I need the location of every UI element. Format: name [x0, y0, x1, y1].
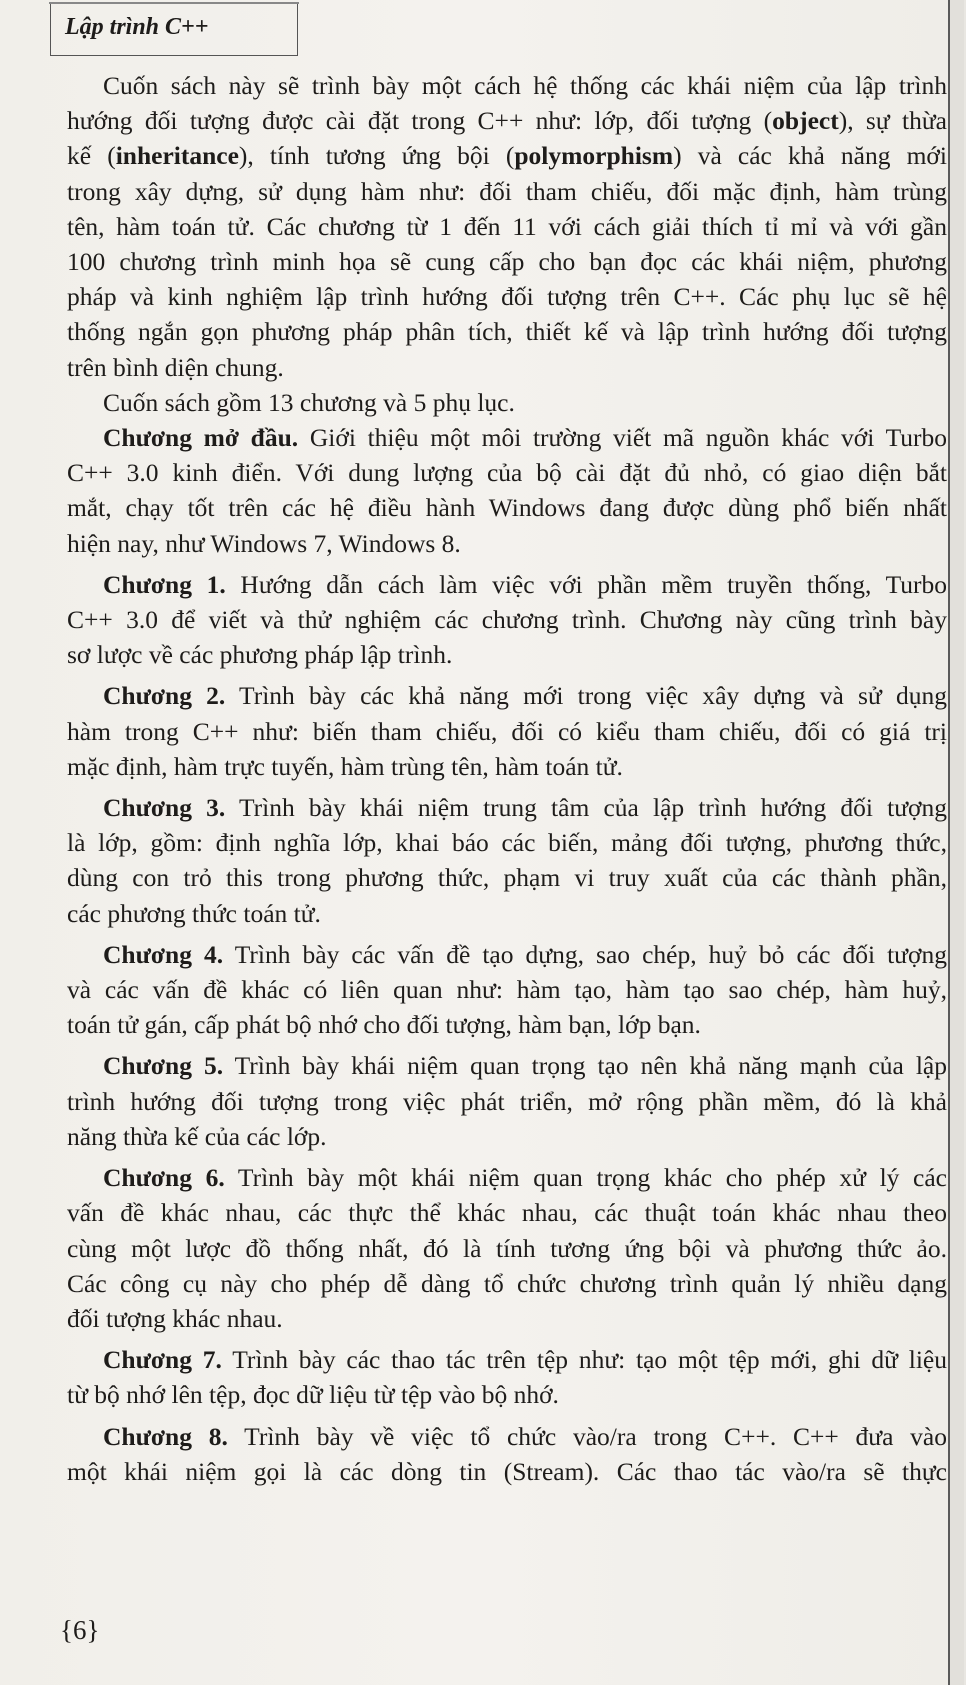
text-line: Cuốn sách gồm 13 chương và 5 phụ lục. — [103, 387, 515, 417]
chapter-paragraph-8 — [67, 1419, 947, 1489]
text-line — [67, 1419, 947, 1454]
text-line: hàm trong C++ như: biến tham chiếu, đối có kiểu tham chiếu, đối có giá trị — [67, 716, 947, 746]
chapter-heading: Chương 6. — [103, 1163, 225, 1193]
text-run: Trình bày các thao tác trên tệp như: tạo một tệp mới, ghi dữ liệu — [221, 1345, 948, 1375]
text-line — [67, 1342, 947, 1377]
text-line: pháp và kinh nghiệm lập trình hướng đối tượng trên C++. Các phụ lục sẽ hệ — [67, 282, 947, 312]
text-line: mắt, chạy tốt trên các hệ điều hành Windows đang được dùng phổ biến nhất — [67, 493, 947, 523]
chapter-paragraph-intro — [67, 420, 947, 561]
text-line: mặc định, hàm trực tuyến, hàm trùng tên, hàm toán tử. — [67, 751, 623, 781]
text-line — [67, 678, 947, 713]
text-run: ), sự thừa — [838, 106, 947, 136]
summary-paragraph — [67, 385, 947, 420]
running-header — [50, 2, 298, 56]
text-line — [67, 1160, 947, 1195]
chapter-heading: Chương 3. — [103, 793, 226, 823]
chapter-heading: Chương 1. — [103, 569, 226, 599]
text-line: trên bình diện chung. — [67, 352, 284, 382]
text-run: hướng đối tượng được cài đặt trong C++ như: lớp, đối tượng ( — [67, 106, 773, 136]
text-line: sơ lược về các phương pháp lập trình. — [67, 640, 453, 670]
text-run: Trình bày các khả năng mới trong việc xây dựng và sử dụng — [225, 681, 947, 711]
text-line — [67, 790, 947, 825]
chapter-paragraph-2 — [67, 678, 947, 784]
text-line: Các công cụ này cho phép dễ dàng tổ chức chương trình quản lý nhiều dạng — [67, 1268, 947, 1298]
bold-term: object — [772, 106, 839, 136]
text-line: hiện nay, như Windows 7, Windows 8. — [67, 528, 461, 558]
text-line: tên, hàm toán tử. Các chương từ 1 đến 11 với cách giải thích tỉ mỉ và với gần — [67, 211, 947, 241]
chapter-heading: Chương 2. — [103, 681, 226, 711]
chapter-paragraph-1 — [67, 567, 947, 673]
text-line: một khái niệm gọi là các dòng tin (Stream). Các thao tác vào/ra sẽ thực — [67, 1456, 947, 1486]
text-line — [67, 103, 947, 138]
text-line: các phương thức toán tử. — [67, 898, 321, 928]
text-run: Cuốn sách này sẽ trình bày một cách hệ thống các khái niệm của lập trình — [103, 71, 947, 100]
bold-term: polymorphism — [514, 141, 674, 171]
text-line: C++ 3.0 để viết và thử nghiệm các chương trình. Chương này cũng trình bày — [67, 605, 947, 635]
text-line: và các vấn đề khác có liên quan như: hàm tạo, hàm tạo sao chép, hàm huỷ, — [67, 975, 947, 1005]
intro-paragraph — [67, 68, 947, 385]
text-line: toán tử gán, cấp phát bộ nhớ cho đối tượng, hàm bạn, lớp bạn. — [67, 1010, 701, 1040]
chapter-heading: Chương 4. — [103, 939, 224, 969]
text-line — [67, 1048, 947, 1083]
text-line: năng thừa kế của các lớp. — [67, 1121, 327, 1151]
chapter-paragraph-5 — [67, 1048, 947, 1154]
chapter-paragraph-7 — [67, 1342, 947, 1412]
header-rule — [49, 2, 299, 4]
text-line — [67, 138, 947, 173]
text-line: thống ngắn gọn phương pháp phân tích, thiết kế và lập trình hướng đối tượng — [67, 317, 947, 347]
text-run: Hướng dẫn cách làm việc với phần mềm truyền thống, Turbo — [225, 569, 947, 599]
text-line: vấn đề khác nhau, các thực thể khác nhau, các thuật toán khác nhau theo — [67, 1198, 947, 1228]
text-run: Trình bày một khái niệm quan trọng khác cho phép xử lý các — [224, 1163, 947, 1193]
bold-term: inheritance — [115, 141, 239, 171]
text-line: cùng một lược đồ thống nhất, đó là tính tương ứng bội và phương thức ảo. — [67, 1233, 947, 1263]
text-run: ), tính tương ứng bội ( — [238, 141, 515, 171]
text-run: Giới thiệu một môi trường viết mã nguồn khác với Turbo — [298, 423, 947, 453]
chapter-heading: Chương mở đầu. — [103, 423, 299, 453]
text-line — [67, 68, 947, 103]
text-line: 100 chương trình minh họa sẽ cung cấp cho bạn đọc các khái niệm, phương — [67, 247, 947, 277]
chapter-paragraph-4 — [67, 937, 947, 1043]
chapter-heading: Chương 7. — [103, 1345, 222, 1375]
chapter-heading: Chương 5. — [103, 1051, 224, 1081]
text-run: Trình bày về việc tổ chức vào/ra trong C++. C++ đưa vào — [227, 1421, 948, 1451]
chapter-paragraph-3 — [67, 790, 947, 931]
text-line: dùng con trỏ this trong phương thức, phạm vi truy xuất của các thành phần, — [67, 863, 947, 893]
page-number: {6} — [60, 1615, 100, 1645]
text-line: trình hướng đối tượng trong việc phát triển, mở rộng phần mềm, đó là khả — [67, 1086, 947, 1116]
text-run: ) và các khả năng mới — [673, 141, 948, 171]
text-run: Trình bày khái niệm quan trọng tạo nên khả năng mạnh của lập — [223, 1051, 947, 1081]
text-run: Trình bày các vấn đề tạo dựng, sao chép, huỷ bỏ các đối tượng — [223, 939, 947, 969]
text-line — [67, 567, 947, 602]
text-line — [67, 937, 947, 972]
text-line: C++ 3.0 kinh điển. Với dung lượng của bộ cài đặt đủ nhỏ, có giao diện bắt — [67, 458, 947, 488]
text-run: Trình bày khái niệm trung tâm của lập trình hướng đối tượng — [225, 793, 947, 823]
page-edge — [950, 0, 964, 1685]
chapter-heading: Chương 8. — [103, 1421, 228, 1451]
text-line: là lớp, gồm: định nghĩa lớp, khai báo các biến, mảng đối tượng, phương thức, — [67, 828, 947, 858]
text-run: kế ( — [67, 141, 116, 171]
text-line: đối tượng khác nhau. — [67, 1303, 283, 1333]
text-line: từ bộ nhớ lên tệp, đọc dữ liệu từ tệp vào bộ nhớ. — [67, 1380, 559, 1410]
body-text — [67, 68, 947, 1489]
chapter-paragraph-6 — [67, 1160, 947, 1336]
text-line: trong xây dựng, sử dụng hàm như: đối tham chiếu, đối mặc định, hàm trùng — [67, 176, 947, 206]
running-header-title: Lập trình C++ — [65, 14, 209, 40]
text-line — [67, 420, 947, 455]
